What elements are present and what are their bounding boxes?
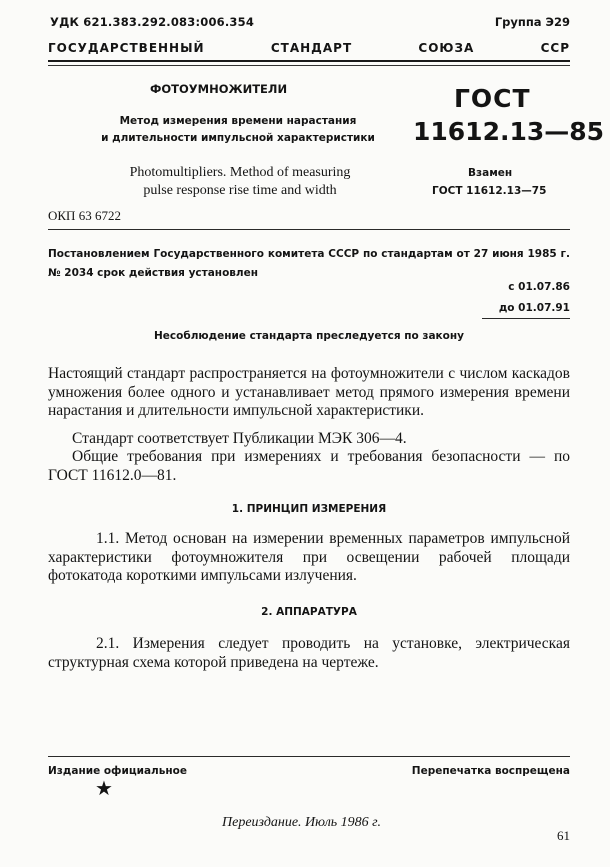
reprint-prohibited-label: Перепечатка воспрещена bbox=[411, 765, 570, 777]
subtitle-line-1: Метод измерения времени нарастания bbox=[119, 115, 357, 127]
section-heading-1: 1. ПРИНЦИП ИЗМЕРЕНИЯ bbox=[231, 503, 387, 515]
valid-to: до 01.07.91 bbox=[498, 302, 570, 314]
date-divider bbox=[482, 318, 570, 319]
standard-union-header: ГОСУДАРСТВЕННЫЙ СТАНДАРТ СОЮЗА ССР bbox=[48, 41, 570, 55]
reissue-note: Переиздание. Июль 1986 г. bbox=[222, 815, 381, 830]
decree-text: Постановлением Государственного комитета СССР по стандартам от 27 июня 1985 г. № 2034 срок действия установлен bbox=[48, 248, 570, 279]
group-code: Группа Э29 bbox=[494, 15, 570, 29]
page-number: 61 bbox=[557, 828, 570, 843]
okp-code: ОКП 63 6722 bbox=[48, 208, 121, 223]
replaces-value: ГОСТ 11612.13—75 bbox=[432, 185, 547, 197]
english-title-line-2: pulse response rise time and width bbox=[143, 183, 337, 198]
law-notice: Несоблюдение стандарта преследуется по закону bbox=[154, 330, 464, 342]
footer-divider bbox=[48, 756, 570, 757]
header-rule-thick bbox=[48, 60, 570, 62]
header-rule-thin bbox=[48, 65, 570, 66]
gost-number: 11612.13—85 bbox=[413, 117, 605, 146]
english-title-line-1: Photomultipliers. Method of measuring bbox=[129, 165, 351, 180]
subtitle-line-2: и длительности импульсной характеристики bbox=[101, 132, 375, 144]
section-heading-2: 2. АППАРАТУРА bbox=[261, 606, 357, 618]
replaces-label: Взамен bbox=[468, 167, 513, 179]
valid-from: с 01.07.86 bbox=[508, 281, 570, 293]
udk-code: УДК 621.383.292.083:006.354 bbox=[50, 15, 255, 29]
intro-paragraph-3: Общие требования при измерениях и требования безопасности — по ГОСТ 11612.0—81. bbox=[48, 448, 570, 484]
intro-paragraph-1: Настоящий стандарт распространяется на фотоумножители с числом каскадов умножения более одного и устанавливает метод прямого измерения времени нарастания и длительности импульсной характеристики. bbox=[48, 365, 570, 419]
document-title: ФОТОУМНОЖИТЕЛИ bbox=[150, 82, 288, 96]
gost-label: ГОСТ bbox=[454, 84, 531, 113]
english-title bbox=[100, 164, 380, 200]
official-edition-label: Издание официальное bbox=[48, 765, 187, 777]
document-subtitle bbox=[90, 113, 386, 147]
intro-paragraph-2: Стандарт соответствует Публикации МЭК 306—4. bbox=[72, 430, 407, 447]
section-divider bbox=[48, 229, 570, 230]
section-1-paragraph: 1.1. Метод основан на измерении временных параметров импульсной характеристики фотоумножителя при освещении рабочей площади фотокатода короткими импульсами излучения. bbox=[48, 530, 570, 584]
section-2-paragraph: 2.1. Измерения следует проводить на установке, электрическая структурная схема которой приведена на чертеже. bbox=[48, 635, 570, 671]
star-icon: ★ bbox=[95, 778, 113, 800]
